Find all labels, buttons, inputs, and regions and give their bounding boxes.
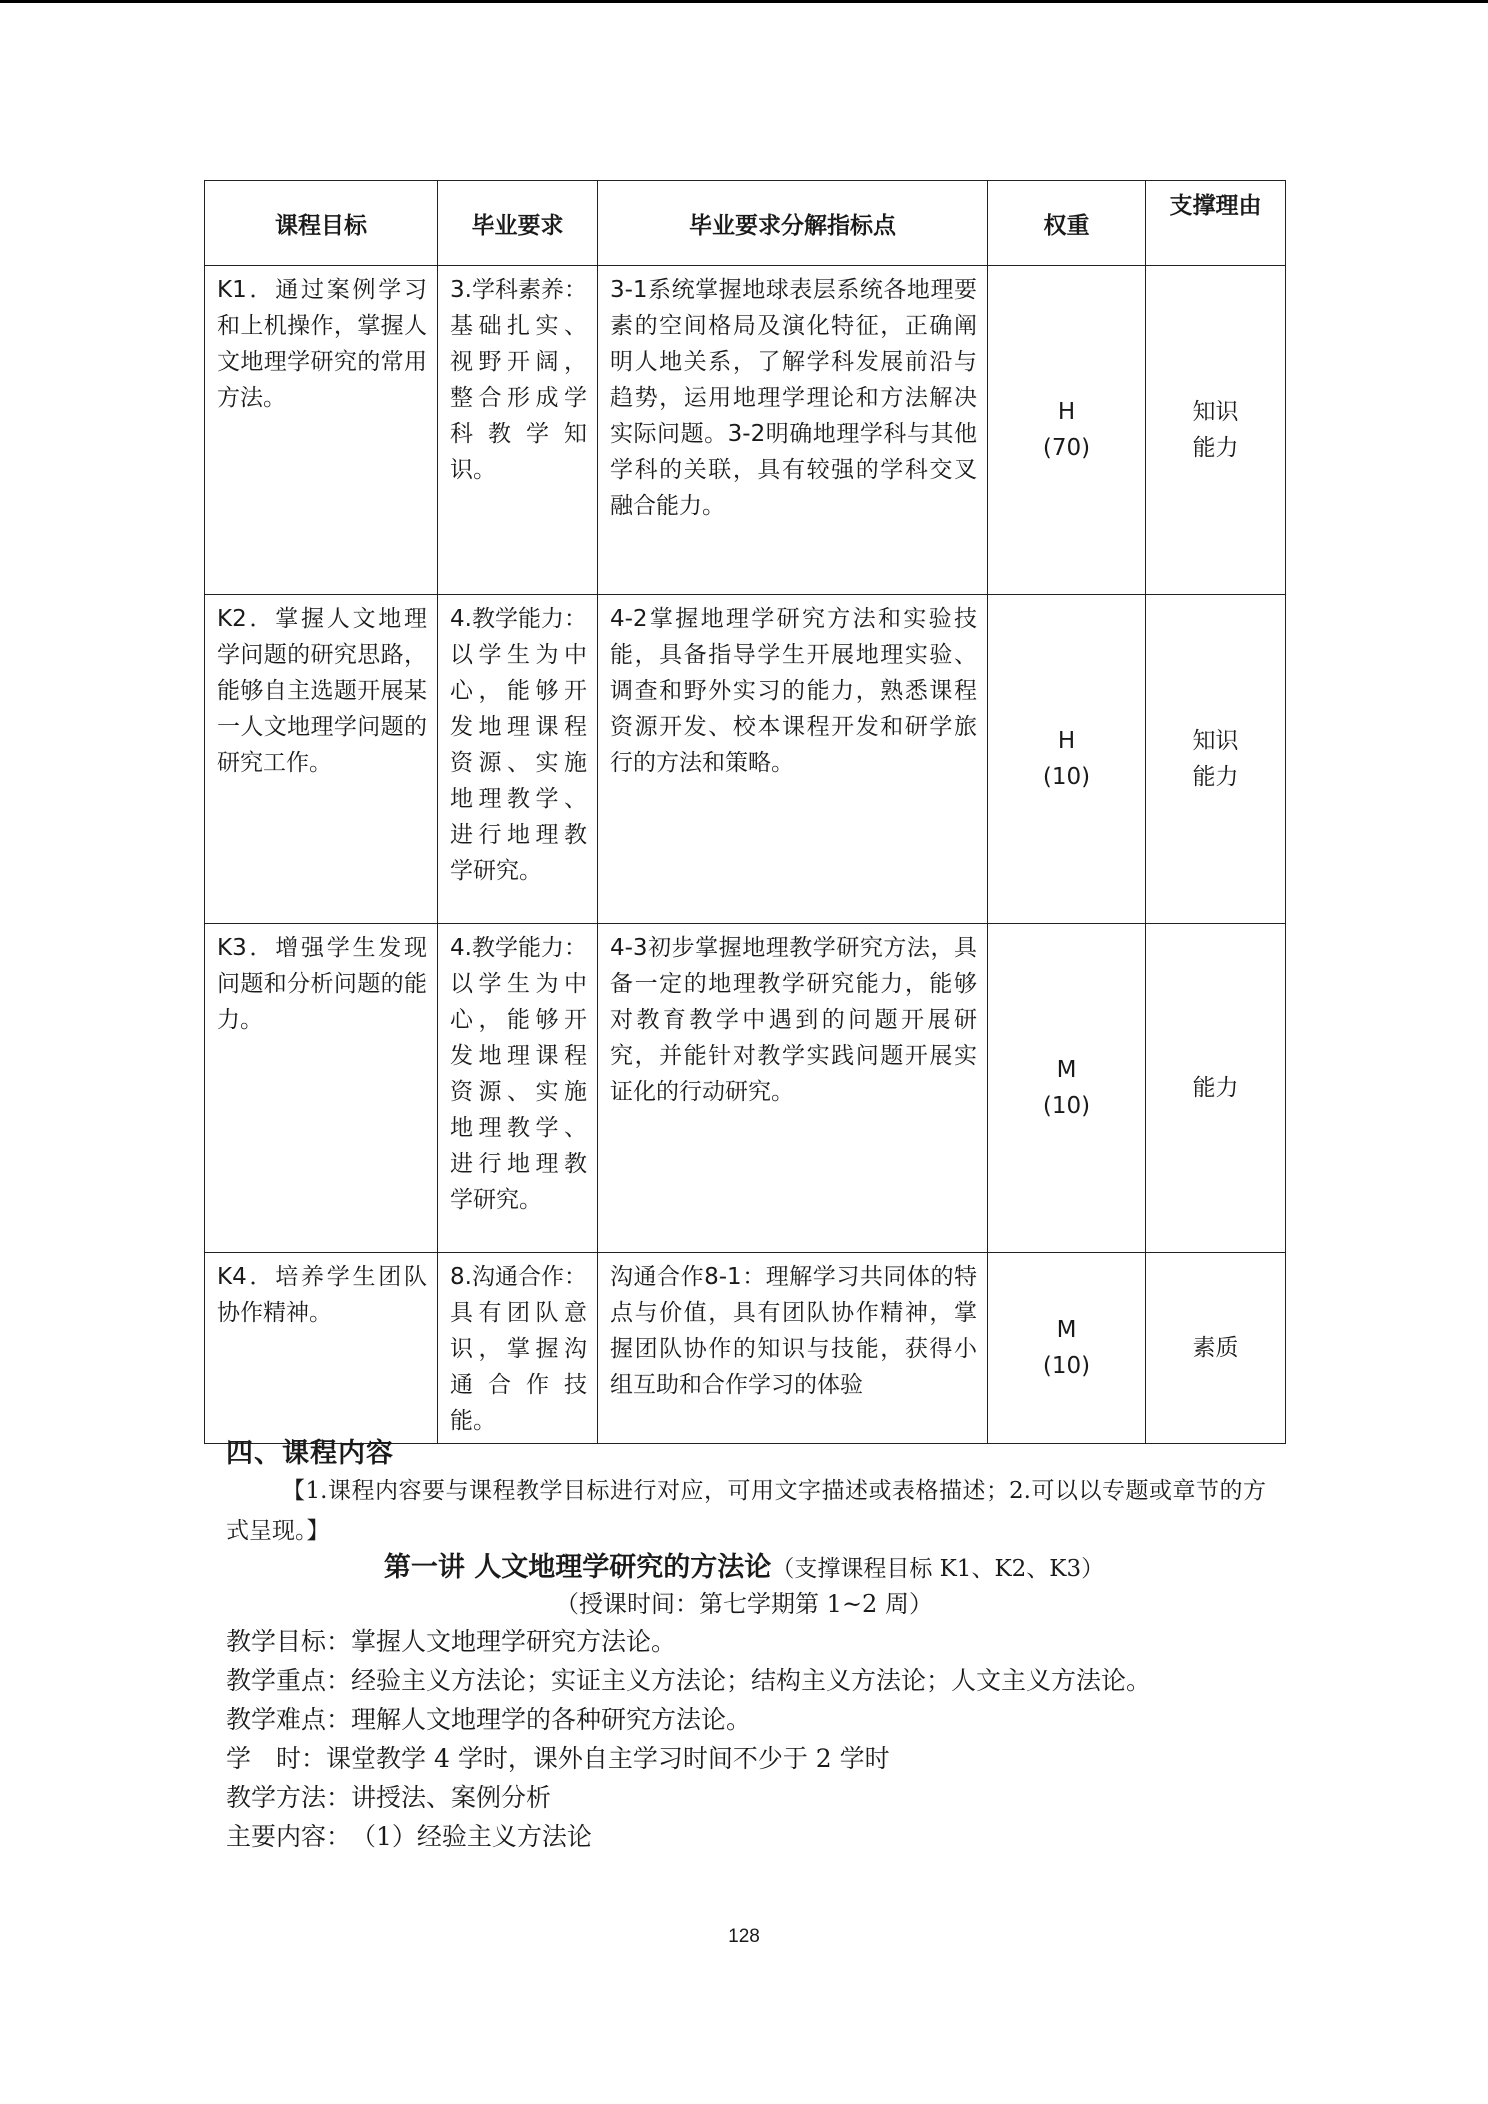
indicator-cell: 3-1系统掌握地球表层系统各地理要素的空间格局及演化特征，正确阐明人地关系，了解学科发展前沿与趋势，运用地理学理论和方法解决实际问题。3-2明确地理学科与其他学科的关联，具有较强的学科交叉融合能力。 — [598, 266, 988, 595]
lecture-heading — [0, 1545, 1488, 1584]
header-weight: 权重 — [988, 181, 1146, 266]
info-row-content — [226, 1817, 1266, 1856]
info-value: 讲授法、案例分析 — [351, 1783, 552, 1812]
table-row — [205, 924, 1286, 1253]
weight-value: (10) — [1042, 1353, 1091, 1379]
header-graduation-requirement: 毕业要求 — [438, 181, 598, 266]
weight-level: M — [1056, 1317, 1077, 1343]
info-label: 教学目标： — [226, 1627, 352, 1656]
indicator-cell: 4-3初步掌握地理教学研究方法，具备一定的地理教学研究能力，能够对教育教学中遇到的问题开展研究，并能针对教学实践问题开展实证化的行动研究。 — [598, 924, 988, 1253]
table-row — [205, 595, 1286, 924]
reason-cell — [1146, 266, 1286, 595]
weight-level: H — [1057, 399, 1076, 425]
section-note: 【1.课程内容要与课程教学目标进行对应，可用文字描述或表格描述；2.可以以专题或章节的方式呈现。】 — [226, 1478, 1266, 1544]
info-label: 学 时： — [226, 1744, 327, 1773]
weight-level: M — [1056, 1057, 1077, 1083]
info-label: 教学难点： — [226, 1705, 352, 1734]
goal-cell: K4．培养学生团队协作精神。 — [205, 1253, 438, 1444]
header-support-reason: 支撑理由 — [1146, 181, 1286, 266]
info-label: 教学重点： — [226, 1666, 352, 1695]
goal-cell: K3．增强学生发现问题和分析问题的能力。 — [205, 924, 438, 1253]
reason-line: 能力 — [1192, 1075, 1239, 1101]
info-row-hours — [226, 1739, 1266, 1778]
lecture-title: 第一讲 人文地理学研究的方法论 — [383, 1552, 772, 1583]
info-value: （1）经验主义方法论 — [351, 1822, 592, 1851]
reason-line: 知识 — [1192, 399, 1239, 425]
weight-level: H — [1057, 728, 1076, 754]
top-border-line — [0, 0, 1488, 3]
requirement-cell: 3.学科素养：基础扎实、视野开阔，整合形成学科教学知识。 — [438, 266, 598, 595]
indicator-cell: 4-2掌握地理学研究方法和实验技能，具备指导学生开展地理实验、调查和野外实习的能力，熟悉课程资源开发、校本课程开发和研学旅行的方法和策略。 — [598, 595, 988, 924]
reason-line: 知识 — [1192, 728, 1239, 754]
table-header-row — [205, 181, 1286, 266]
info-row-focus — [226, 1661, 1266, 1700]
weight-value: (70) — [1042, 435, 1091, 461]
info-label: 主要内容： — [226, 1822, 352, 1851]
page-number: 128 — [728, 1926, 760, 1947]
weight-cell — [988, 266, 1146, 595]
reason-cell — [1146, 924, 1286, 1253]
indicator-cell: 沟通合作8-1：理解学习共同体的特点与价值，具有团队协作精神，掌握团队协作的知识与技能，获得小组互助和合作学习的体验 — [598, 1253, 988, 1444]
weight-value: (10) — [1042, 1093, 1091, 1119]
info-row-difficulty — [226, 1700, 1266, 1739]
reason-line: 素质 — [1192, 1335, 1239, 1361]
info-value: 经验主义方法论；实证主义方法论；结构主义方法论；人文主义方法论。 — [351, 1666, 1152, 1695]
requirement-cell: 4.教学能力：以学生为中心，能够开发地理课程资源、实施地理教学、进行地理教学研究。 — [438, 595, 598, 924]
info-label: 教学方法： — [226, 1783, 352, 1812]
course-goals-table — [204, 180, 1286, 1444]
reason-cell — [1146, 595, 1286, 924]
requirement-cell: 4.教学能力：以学生为中心，能够开发地理课程资源、实施地理教学、进行地理教学研究。 — [438, 924, 598, 1253]
table-row — [205, 1253, 1286, 1444]
lecture-support: （支撑课程目标 K1、K2、K3） — [771, 1556, 1105, 1582]
reason-line: 能力 — [1192, 435, 1239, 461]
info-value: 理解人文地理学的各种研究方法论。 — [351, 1705, 752, 1734]
info-value: 掌握人文地理学研究方法论。 — [351, 1627, 677, 1656]
weight-cell — [988, 1253, 1146, 1444]
header-indicator: 毕业要求分解指标点 — [598, 181, 988, 266]
section-title: 四、课程内容 — [226, 1438, 394, 1469]
weight-cell — [988, 924, 1146, 1253]
goal-cell: K2．掌握人文地理学问题的研究思路，能够自主选题开展某一人文地理学问题的研究工作。 — [205, 595, 438, 924]
lecture-time: （授课时间：第七学期第 1~2 周） — [555, 1590, 933, 1618]
weight-cell — [988, 595, 1146, 924]
info-row-method — [226, 1778, 1266, 1817]
header-course-goal: 课程目标 — [205, 181, 438, 266]
weight-value: (10) — [1042, 764, 1091, 790]
reason-line: 能力 — [1192, 764, 1239, 790]
reason-cell — [1146, 1253, 1286, 1444]
goal-cell: K1．通过案例学习和上机操作，掌握人文地理学研究的常用方法。 — [205, 266, 438, 595]
table-row — [205, 266, 1286, 595]
requirement-cell: 8.沟通合作：具有团队意识，掌握沟通合作技能。 — [438, 1253, 598, 1444]
info-value: 课堂教学 4 学时，课外自主学习时间不少于 2 学时 — [326, 1744, 890, 1773]
info-row-goal — [226, 1622, 1266, 1661]
lecture-info — [226, 1622, 1266, 1856]
